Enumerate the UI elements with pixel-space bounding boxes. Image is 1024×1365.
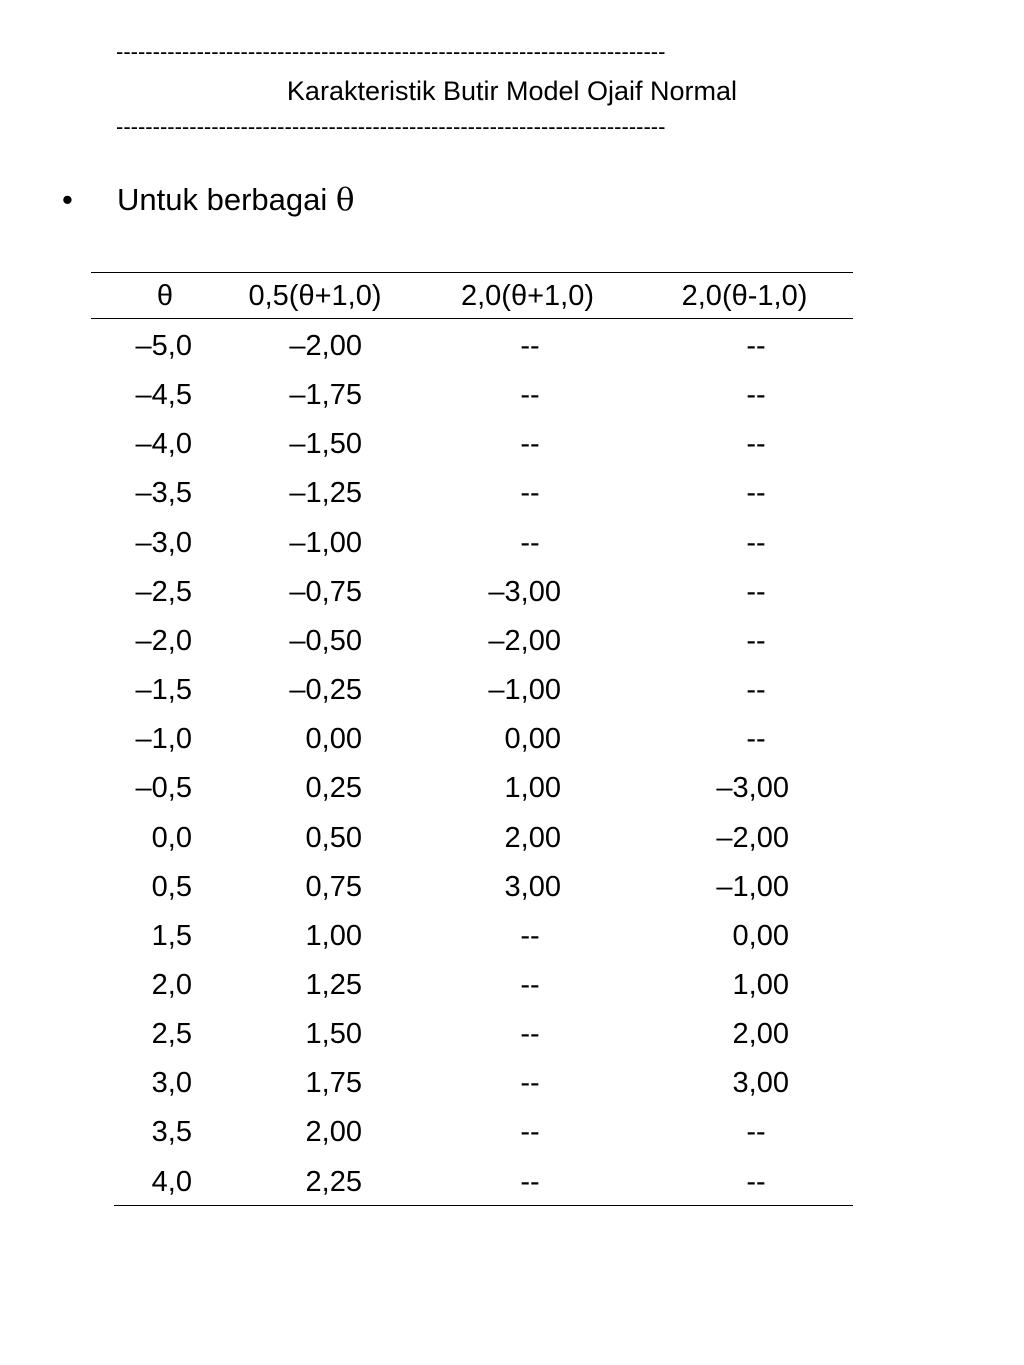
table-cell-col-0: 3,0: [151, 1067, 192, 1100]
table-cell-col-3: --: [746, 723, 766, 756]
table-cell-col-2: --: [520, 1116, 540, 1149]
table-row: [0, 863, 1024, 912]
table-cell-col-1: 1,00: [305, 919, 362, 952]
table-row: [0, 1158, 1024, 1207]
table-row: [0, 666, 1024, 715]
table-cell-col-2: --: [520, 1165, 540, 1198]
table-row: [0, 1010, 1024, 1059]
table-cell-col-0: 3,5: [151, 1116, 192, 1149]
table-cell-col-3: --: [746, 379, 766, 412]
table-cell-col-0: 0,0: [151, 821, 192, 854]
table-cell-col-1: 2,00: [305, 1116, 362, 1149]
table-cell-col-1: –1,25: [289, 477, 362, 510]
table-row: [0, 568, 1024, 617]
table-cell-col-2: 2,00: [504, 821, 561, 854]
table-cell-col-1: –0,50: [289, 624, 362, 657]
table-row: [0, 961, 1024, 1010]
table-cell-col-2: –3,00: [488, 575, 561, 608]
table-cell-col-2: --: [520, 379, 540, 412]
table-cell-col-3: --: [746, 1165, 766, 1198]
table-cell-col-1: 1,50: [305, 1018, 362, 1051]
table-cell-col-1: –0,25: [289, 674, 362, 707]
table-cell-col-2: --: [520, 330, 540, 362]
table-row: [0, 469, 1024, 518]
table-cell-col-3: --: [746, 1116, 766, 1149]
table-top-rule: [91, 272, 853, 273]
table-row: [0, 617, 1024, 666]
table-cell-col-1: –1,00: [289, 526, 362, 559]
table-cell-col-0: –1,0: [135, 723, 192, 756]
bullet-text: Untuk berbagai: [117, 182, 336, 217]
table-cell-col-1: 0,50: [305, 821, 362, 854]
table-row: [0, 764, 1024, 813]
table-header-rule: [91, 318, 853, 319]
bullet-marker: •: [62, 182, 73, 217]
theta-symbol: θ: [335, 182, 355, 218]
table-cell-col-2: --: [520, 477, 540, 510]
table-cell-col-1: 0,75: [305, 870, 362, 903]
table-row: [0, 1108, 1024, 1157]
table-cell-col-1: –0,75: [289, 575, 362, 608]
table-cell-col-0: –2,5: [135, 575, 192, 608]
table-row: [0, 371, 1024, 420]
top-dashed-rule: ---------------------------------------------------------------------------: [116, 40, 666, 64]
table-header: [0, 274, 1024, 318]
table-cell-col-3: –3,00: [716, 772, 789, 805]
table-cell-col-0: –2,0: [135, 624, 192, 657]
table-cell-col-3: --: [746, 330, 766, 362]
table-cell-col-0: 1,5: [151, 919, 192, 952]
table-cell-col-1: –1,75: [289, 379, 362, 412]
table-cell-col-2: 3,00: [504, 870, 561, 903]
table-cell-col-1: –2,00: [289, 330, 362, 362]
table-cell-col-3: –2,00: [716, 821, 789, 854]
table-row: [0, 1059, 1024, 1108]
table-cell-col-2: --: [520, 968, 540, 1001]
column-header-two-theta-minus-one: 2,0(θ-1,0): [681, 280, 808, 312]
table-cell-col-2: 0,00: [504, 723, 561, 756]
table-cell-col-1: 2,25: [305, 1165, 362, 1198]
table-cell-col-2: –1,00: [488, 674, 561, 707]
table-cell-col-1: 1,75: [305, 1067, 362, 1100]
table-cell-col-0: –4,0: [135, 428, 192, 461]
table-cell-col-2: --: [520, 1018, 540, 1051]
table-row: [0, 420, 1024, 469]
table-cell-col-0: –1,5: [135, 674, 192, 707]
table-cell-col-2: --: [520, 1067, 540, 1100]
table-cell-col-2: --: [520, 428, 540, 461]
table-cell-col-0: 2,5: [151, 1018, 192, 1051]
table-cell-col-0: 2,0: [151, 968, 192, 1001]
table-cell-col-0: 0,5: [151, 870, 192, 903]
table-cell-col-3: --: [746, 575, 766, 608]
table-cell-col-1: 0,25: [305, 772, 362, 805]
table-cell-col-0: –3,0: [135, 526, 192, 559]
table-row: [0, 322, 1024, 371]
table-cell-col-3: 1,00: [732, 968, 789, 1001]
bullet-item: [62, 181, 355, 219]
table-cell-col-3: 0,00: [732, 919, 789, 952]
table-cell-col-3: 2,00: [732, 1018, 789, 1051]
table-cell-col-0: –5,0: [135, 330, 192, 362]
table-row: [0, 519, 1024, 568]
table-row: [0, 715, 1024, 764]
table-cell-col-1: 1,25: [305, 968, 362, 1001]
table-bottom-rule: [114, 1205, 853, 1206]
table-cell-col-0: 4,0: [151, 1165, 192, 1198]
table-cell-col-2: --: [520, 526, 540, 559]
column-header-theta: θ: [156, 280, 174, 312]
table-cell-col-3: –1,00: [716, 870, 789, 903]
table-cell-col-2: 1,00: [504, 772, 561, 805]
table-cell-col-3: 3,00: [732, 1067, 789, 1100]
table-row: [0, 912, 1024, 961]
bottom-dashed-rule: ---------------------------------------------------------------------------: [116, 115, 666, 139]
table-cell-col-3: --: [746, 428, 766, 461]
column-header-two-theta-plus-one: 2,0(θ+1,0): [460, 280, 594, 312]
page-title: Karakteristik Butir Model Ojaif Normal: [286, 76, 738, 106]
column-header-half-theta-plus-one: 0,5(θ+1,0): [248, 280, 382, 312]
table-cell-col-2: --: [520, 919, 540, 952]
table-cell-col-3: --: [746, 477, 766, 510]
table-cell-col-2: –2,00: [488, 624, 561, 657]
table-cell-col-3: --: [746, 674, 766, 707]
table-cell-col-3: --: [746, 526, 766, 559]
table-row: [0, 814, 1024, 863]
table-cell-col-1: 0,00: [305, 723, 362, 756]
table-cell-col-0: –3,5: [135, 477, 192, 510]
table-cell-col-0: –0,5: [135, 772, 192, 805]
table-cell-col-0: –4,5: [135, 379, 192, 412]
table-cell-col-3: --: [746, 624, 766, 657]
table-cell-col-1: –1,50: [289, 428, 362, 461]
